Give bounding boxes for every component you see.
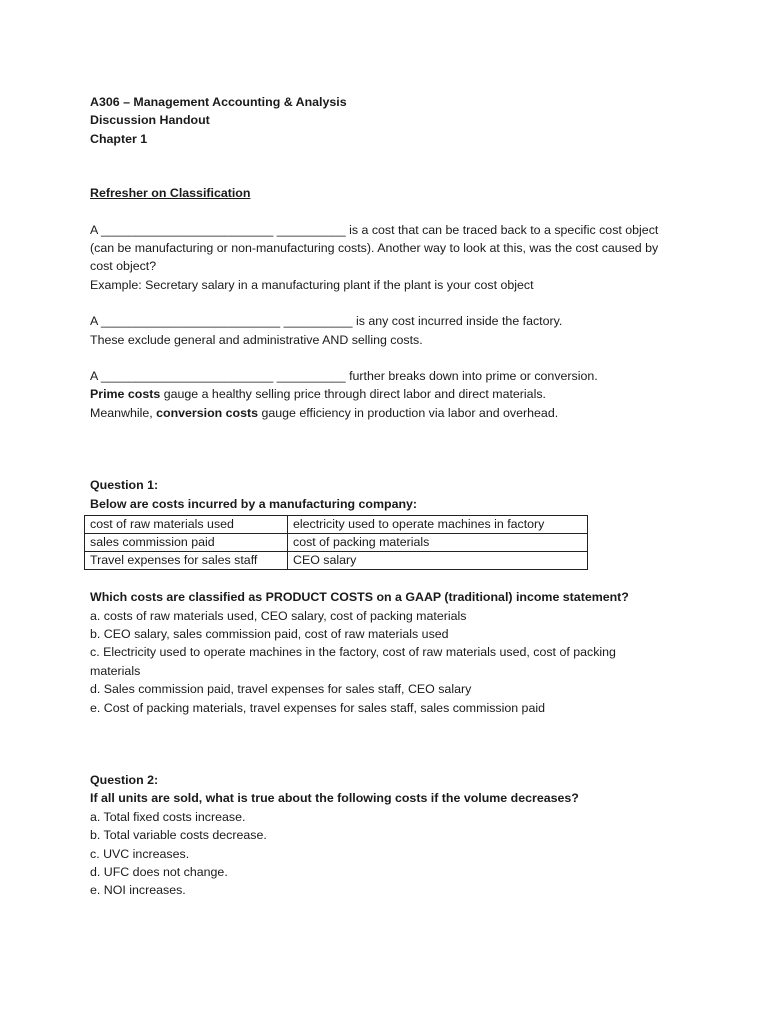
refresher-p3-line1: A _________________________ __________ further breaks down into prime or conversion. — [90, 369, 598, 384]
question2-option-e: e. NOI increases. — [90, 883, 186, 898]
question1-option-e: e. Cost of packing materials, travel expenses for sales staff, sales commission paid — [90, 700, 545, 715]
table-cell: cost of packing materials — [288, 534, 588, 552]
doc-type: Discussion Handout — [90, 113, 210, 128]
table-cell: electricity used to operate machines in factory — [288, 516, 588, 534]
table-cell: CEO salary — [288, 552, 588, 570]
question2-option-d: d. UFC does not change. — [90, 864, 228, 879]
refresher-p2-line2: These exclude general and administrative AND selling costs. — [90, 332, 423, 347]
prime-costs-line — [90, 385, 690, 403]
refresher-p1-line3: cost object? — [90, 259, 157, 274]
conversion-costs-line — [90, 404, 690, 422]
question2-option-a: a. Total fixed costs increase. — [90, 809, 246, 824]
question2-title: Question 2: — [90, 772, 159, 787]
refresher-p1-line1: A _________________________ __________ is a cost that can be traced back to a specific cost object — [90, 222, 659, 237]
table-cell: Travel expenses for sales staff — [85, 552, 288, 570]
question1-option-c: c. Electricity used to operate machines in the factory, cost of raw materials used, cost of packing — [90, 645, 616, 660]
table-cell: cost of raw materials used — [85, 516, 288, 534]
question1-question: Which costs are classified as PRODUCT COSTS on a GAAP (traditional) income statement? — [90, 590, 629, 605]
prime-costs-text: gauge a healthy selling price through direct labor and direct materials. — [160, 387, 546, 402]
conversion-costs-pre: Meanwhile, — [90, 405, 157, 420]
conversion-costs-term: conversion costs — [156, 405, 259, 420]
table-row — [85, 552, 588, 570]
table-row — [85, 534, 588, 552]
question1-option-a: a. costs of raw materials used, CEO salary, cost of packing materials — [90, 608, 467, 623]
handout-page — [90, 93, 690, 900]
course-title: A306 – Management Accounting & Analysis — [90, 95, 347, 109]
table-row — [85, 516, 588, 534]
question1-option-d: d. Sales commission paid, travel expenses for sales staff, CEO salary — [90, 682, 472, 697]
refresher-p1-line2: (can be manufacturing or non-manufacturing costs). Another way to look at this, was the cost caused by — [90, 241, 659, 256]
question2-option-c: c. UVC increases. — [90, 846, 190, 861]
prime-costs-term: Prime costs — [90, 387, 161, 402]
question2-option-b: b. Total variable costs decrease. — [90, 828, 267, 843]
question1-option-b: b. CEO salary, sales commission paid, cost of raw materials used — [90, 626, 449, 641]
conversion-costs-text: gauge efficiency in production via labor and overhead. — [258, 405, 559, 420]
refresher-p2-line1: A __________________________ __________ is any cost incurred inside the factory. — [90, 314, 563, 329]
table-cell: sales commission paid — [85, 534, 288, 552]
chapter-label: Chapter 1 — [90, 131, 148, 146]
question1-option-c-cont: materials — [90, 663, 141, 678]
question1-prompt: Below are costs incurred by a manufacturing company: — [90, 496, 418, 511]
section-heading: Refresher on Classification — [90, 186, 251, 201]
refresher-p1-line4: Example: Secretary salary in a manufacturing plant if the plant is your cost object — [90, 277, 534, 292]
costs-table — [84, 515, 588, 570]
question1-title: Question 1: — [90, 478, 159, 493]
question2-prompt: If all units are sold, what is true about the following costs if the volume decreases? — [90, 791, 579, 806]
